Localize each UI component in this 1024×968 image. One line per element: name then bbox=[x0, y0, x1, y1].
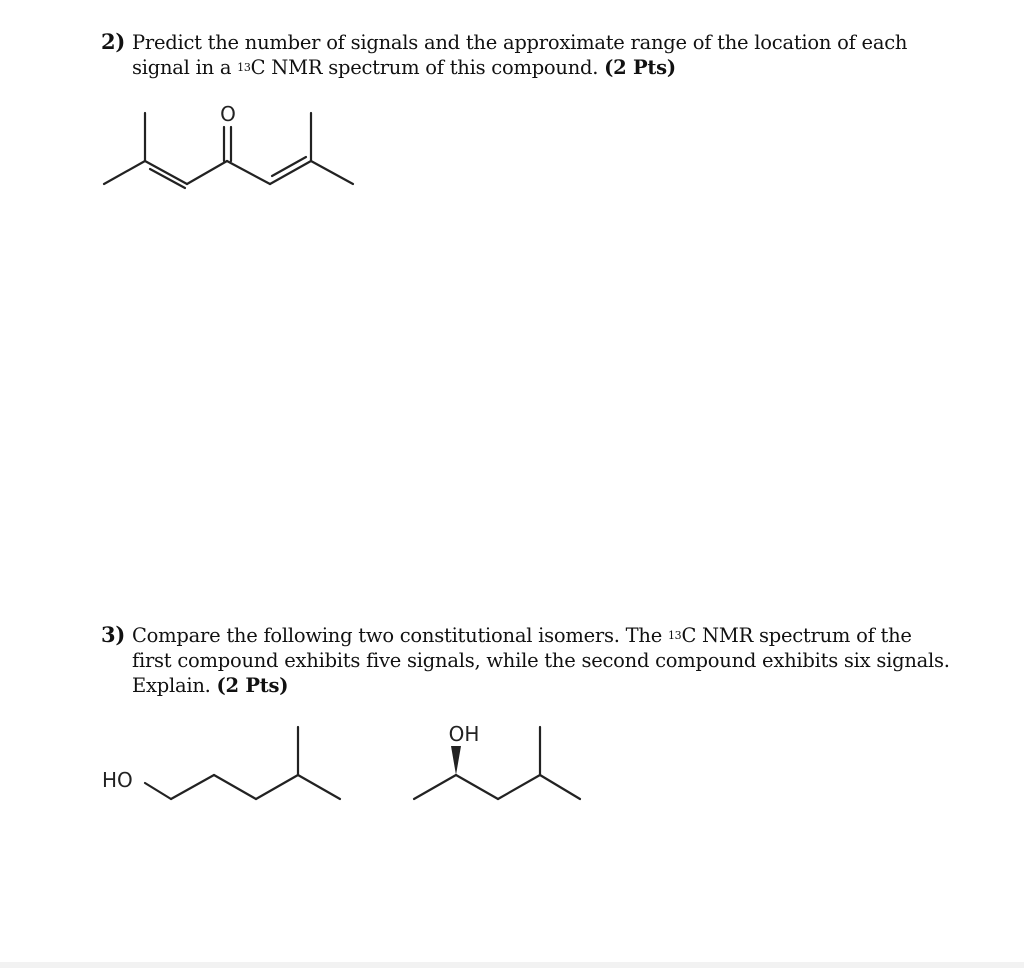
question-2-text-2b: C NMR spectrum of this compound. bbox=[250, 56, 605, 79]
bond-line bbox=[145, 783, 171, 799]
question-3-text-1a: Compare the following two constitutional isomers. The bbox=[132, 624, 668, 647]
bond-line bbox=[145, 161, 187, 184]
bond-line bbox=[414, 775, 456, 799]
isotope-superscript: 13 bbox=[667, 629, 682, 642]
bond-line bbox=[311, 161, 353, 184]
hydroxyl-label-2: OH bbox=[448, 722, 480, 746]
bond-line bbox=[150, 169, 185, 188]
question-3-number: 3) bbox=[101, 622, 126, 647]
wedge-bond bbox=[451, 746, 461, 775]
alcohol-2-skeleton bbox=[414, 727, 580, 799]
bond-line bbox=[256, 775, 298, 799]
bond-line bbox=[187, 161, 227, 184]
question-3-line-3 bbox=[101, 673, 950, 698]
bond-line bbox=[227, 161, 270, 184]
question-2-number: 2) bbox=[101, 29, 126, 54]
question-3-line-2: first compound exhibits five signals, while the second compound exhibits six signals. bbox=[132, 649, 950, 672]
bond-line bbox=[214, 775, 256, 799]
question-2-text-1: Predict the number of signals and the approximate range of the location of each bbox=[132, 31, 908, 54]
hydroxyl-label-1: HO bbox=[102, 768, 133, 792]
question-3-text-3a: Explain. bbox=[132, 674, 217, 697]
page-bottom-edge bbox=[0, 962, 1024, 968]
oxygen-label: O bbox=[220, 102, 236, 126]
question-3-text-1b: C NMR spectrum of the bbox=[681, 624, 912, 647]
bond-line bbox=[104, 161, 145, 184]
question-2-text-2a: signal in a bbox=[132, 56, 238, 79]
question-3-line-1 bbox=[101, 622, 950, 648]
question-3-points: (2 Pts) bbox=[216, 674, 289, 697]
question-2-points: (2 Pts) bbox=[604, 56, 676, 79]
bond-line bbox=[498, 775, 540, 799]
alcohol-1-skeleton bbox=[145, 727, 340, 799]
question-3 bbox=[101, 622, 950, 698]
isotope-superscript: 13 bbox=[237, 61, 251, 74]
bond-line bbox=[456, 775, 498, 799]
bond-line bbox=[540, 775, 580, 799]
bond-line bbox=[171, 775, 214, 799]
bond-line bbox=[298, 775, 340, 799]
